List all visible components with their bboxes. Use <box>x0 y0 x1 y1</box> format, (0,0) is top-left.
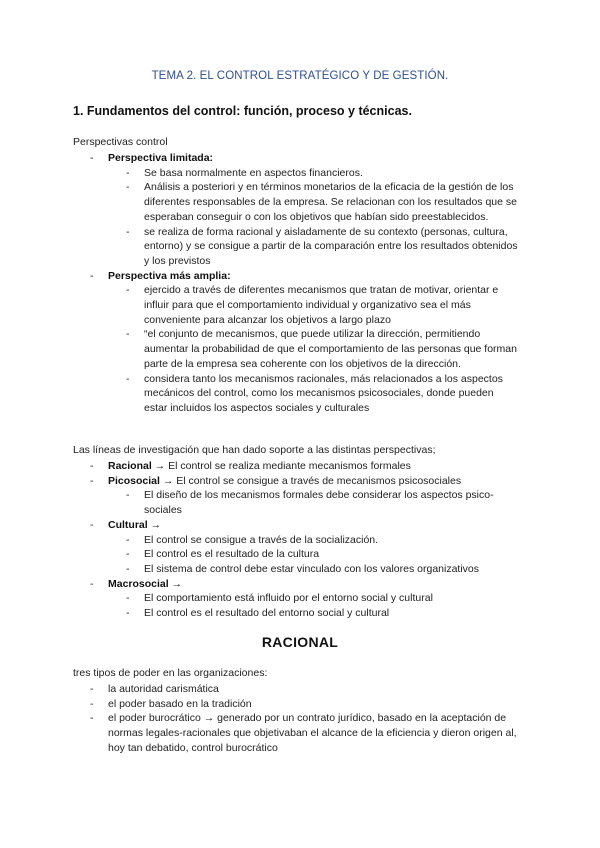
racional-heading: RACIONAL <box>261 634 339 650</box>
list-item: - El diseño de los mecanismos formales debe considerar los aspectos psico-sociales <box>126 489 494 517</box>
list-item: - El sistema de control debe estar vinculado con los valores organizativos <box>126 562 480 575</box>
lineas-label: Las líneas de investigación que han dado soporte a las distintas perspectivas; <box>73 444 436 456</box>
document-title: TEMA 2. EL CONTROL ESTRATÉGICO Y DE GESTIÓN. <box>151 70 449 82</box>
list-item: - Se basa normalmente en aspectos financieros. <box>126 166 363 179</box>
list-item: - Cultural → <box>90 518 162 531</box>
list-item: - Picosocial → El control se consigue a través de mecanismos psicosociales <box>90 474 462 487</box>
perspectiva-amplia-label: Perspectiva más amplia: <box>108 269 231 282</box>
list-item: - “el conjunto de mecanismos, que puede utilizar la dirección, permitiendo aumentar la probabilidad de que el comportamiento de las personas que forman parte de la empresa sea coherente con los objetivos de la dirección. <box>126 328 517 370</box>
list-item: - ejercido a través de diferentes mecanismos que tratan de motivar, orientar e influir para que el comportamiento individual y organizativo sea el más conveniente para alcanzar los objetivos a largo plazo <box>126 284 499 326</box>
perspectiva-limitada-label: Perspectiva limitada: <box>108 152 214 164</box>
list-item: - El comportamiento está influido por el entorno social y cultural <box>126 592 433 605</box>
lineas-list <box>0 459 600 621</box>
section-heading: 1. Fundamentos del control: función, proceso y técnicas. <box>73 104 412 118</box>
list-item: - El control es el resultado de la cultura <box>126 548 320 561</box>
perspectivas-list <box>0 151 600 416</box>
list-item: - El control se consigue a través de la socialización. <box>126 533 379 546</box>
list-item: - Perspectiva más amplia: <box>90 269 231 282</box>
list-item: - considera tanto los mecanismos racionales, más relacionados a los aspectos mecánicos del control, como los mecanismos psicosociales, donde pueden estar incluidos los aspectos sociales y culturales <box>126 372 503 414</box>
list-item: - el poder burocrático → generado por un contrato jurídico, basado en la aceptación de normas legales-racionales que objetivaban el alcance de la eficiencia y dieron origen al, hoy tan debatido, control burocrático <box>90 712 517 754</box>
list-item: - Perspectiva limitada: <box>90 152 214 164</box>
list-item: - Macrosocial → <box>90 577 183 590</box>
list-item: - la autoridad carismática <box>90 683 219 695</box>
poder-label: tres tipos de poder en las organizaciones: <box>73 667 268 679</box>
perspectivas-label: Perspectivas control <box>73 136 168 148</box>
list-item: - Análisis a posteriori y en términos monetarios de la eficacia de la gestión de los diferentes responsables de la empresa. Se relacionan con los resultados que se esperaban conseguir o con los objetivos que habían sido preestablecidos. <box>126 181 517 223</box>
list-item: - el poder basado en la tradición <box>90 697 252 710</box>
list-item: - El control es el resultado del entorno social y cultural <box>126 607 390 620</box>
list-item: - Racional → El control se realiza mediante mecanismos formales <box>90 460 411 472</box>
list-item: - se realiza de forma racional y aisladamente de su contexto (personas, cultura, entorno) y se consigue a partir de la comparación entre los resultados obtenidos y los previstos <box>126 225 518 267</box>
poder-list <box>0 682 600 756</box>
